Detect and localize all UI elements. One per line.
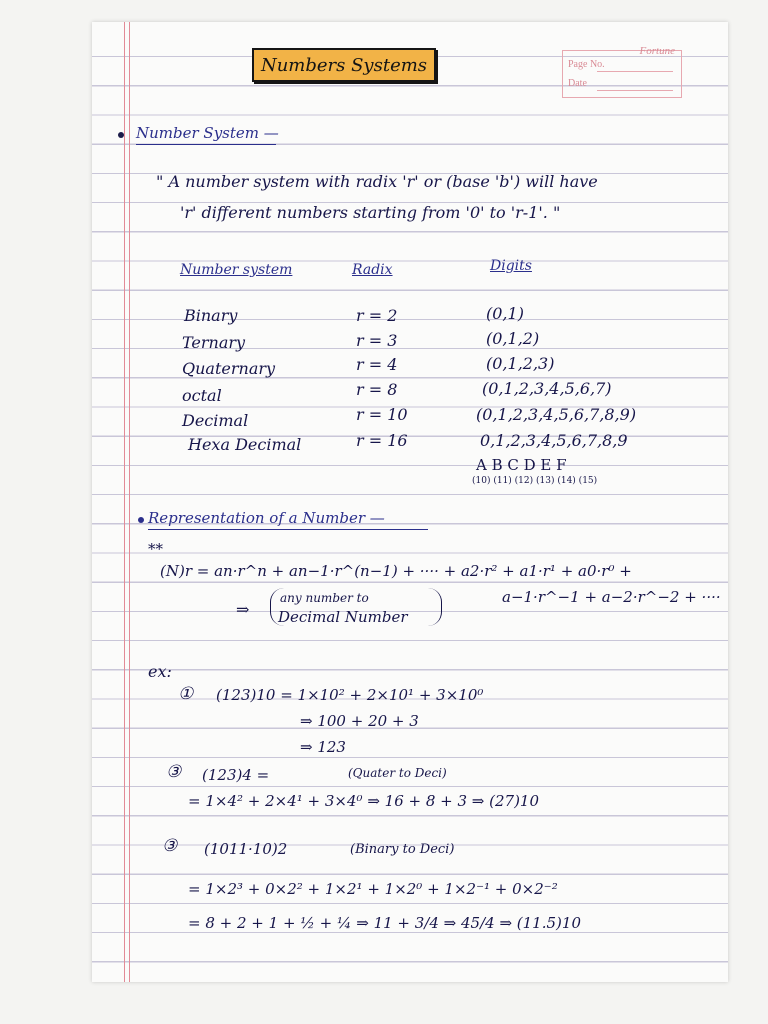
example-3-line-2: = 8 + 2 + 1 + ½ + ¼ ⇒ 11 + 3/4 ⇒ 45/4 ⇒ (11.5)10: [188, 914, 581, 932]
table-cell-digits: (0,1,2,3,4,5,6,7,8,9): [476, 405, 637, 424]
bullet: [118, 132, 124, 138]
margin-line: [124, 22, 125, 982]
page-title-box: [252, 48, 436, 82]
table-cell-system: Ternary: [182, 333, 246, 352]
example-1-number: ①: [178, 684, 194, 704]
stamp-divider: [597, 71, 673, 72]
hex-letters: A B C D E F: [476, 456, 567, 474]
formula-line-2: a−1·r^−1 + a−2·r^−2 + ····: [502, 588, 721, 606]
example-3-note: (Binary to Deci): [350, 842, 455, 857]
example-2-number: ③: [166, 762, 182, 782]
page-title: Numbers Systems: [260, 54, 428, 76]
example-1-line-3: ⇒ 123: [300, 738, 346, 756]
table-cell-digits: (0,1,2,3): [486, 354, 555, 373]
hex-letter-values: (10) (11) (12) (13) (14) (15): [472, 476, 598, 486]
table-cell-radix: r = 16: [356, 431, 408, 450]
heading-underline: [136, 144, 276, 145]
table-cell-radix: r = 8: [356, 380, 398, 399]
table-cell-system: octal: [182, 386, 222, 405]
stamp-divider: [597, 90, 673, 91]
heading-underline: [148, 529, 428, 530]
example-2-line-1: = 1×4² + 2×4¹ + 3×4⁰ ⇒ 16 + 8 + 3 ⇒ (27)10: [188, 792, 540, 810]
examples-label: ex:: [148, 662, 172, 681]
stamp-brand: Fortune: [639, 45, 675, 57]
definition-line-1: " A number system with radix 'r' or (base 'b') will have: [156, 172, 598, 191]
example-1-line-1: (123)10 = 1×10² + 2×10¹ + 3×10⁰: [216, 686, 484, 704]
arrow-icon: ⇒: [236, 600, 250, 619]
table-cell-digits: 0,1,2,3,4,5,6,7,8,9: [480, 431, 628, 450]
table-cell-system: Binary: [184, 306, 238, 325]
example-1-line-2: ⇒ 100 + 20 + 3: [300, 712, 419, 730]
page-stamp: [562, 45, 682, 98]
stars-mark: **: [148, 540, 163, 558]
table-cell-radix: r = 3: [356, 331, 398, 350]
table-header-digits: Digits: [490, 258, 532, 274]
margin-line: [129, 22, 130, 982]
example-2-heading: (123)4 =: [202, 766, 270, 784]
section-heading-number-system: Number System —: [136, 124, 279, 142]
table-cell-radix: r = 10: [356, 405, 408, 424]
table-cell-digits: (0,1): [486, 304, 524, 323]
example-3-number: ③: [162, 836, 178, 856]
table-header-radix: Radix: [352, 262, 393, 278]
notebook-page: [92, 22, 728, 982]
bullet: [138, 517, 144, 523]
table-header-system: Number system: [180, 262, 293, 278]
definition-line-2: 'r' different numbers starting from '0' to 'r-1'. ": [180, 203, 561, 222]
table-cell-digits: (0,1,2,3,4,5,6,7): [482, 379, 612, 398]
table-cell-radix: r = 4: [356, 355, 398, 374]
note-line-1: any number to: [280, 591, 369, 605]
section-heading-representation: Representation of a Number —: [148, 509, 385, 527]
stamp-date-label: Date: [568, 78, 587, 89]
table-cell-system: Decimal: [182, 411, 249, 430]
example-3-line-1: = 1×2³ + 0×2² + 1×2¹ + 1×2⁰ + 1×2⁻¹ + 0×2⁻²: [188, 880, 558, 898]
note-line-2: Decimal Number: [278, 608, 408, 626]
table-cell-radix: r = 2: [356, 306, 398, 325]
example-2-note: (Quater to Deci): [348, 766, 447, 780]
stamp-page-label: Page No.: [568, 59, 605, 70]
example-3-heading: (1011·10)2: [204, 840, 288, 858]
table-cell-system: Quaternary: [182, 359, 276, 378]
formula-line-1: (N)r = an·r^n + an−1·r^(n−1) + ···· + a2·r² + a1·r¹ + a0·r⁰ +: [160, 562, 632, 580]
table-cell-digits: (0,1,2): [486, 329, 540, 348]
table-cell-system: Hexa Decimal: [188, 435, 302, 454]
